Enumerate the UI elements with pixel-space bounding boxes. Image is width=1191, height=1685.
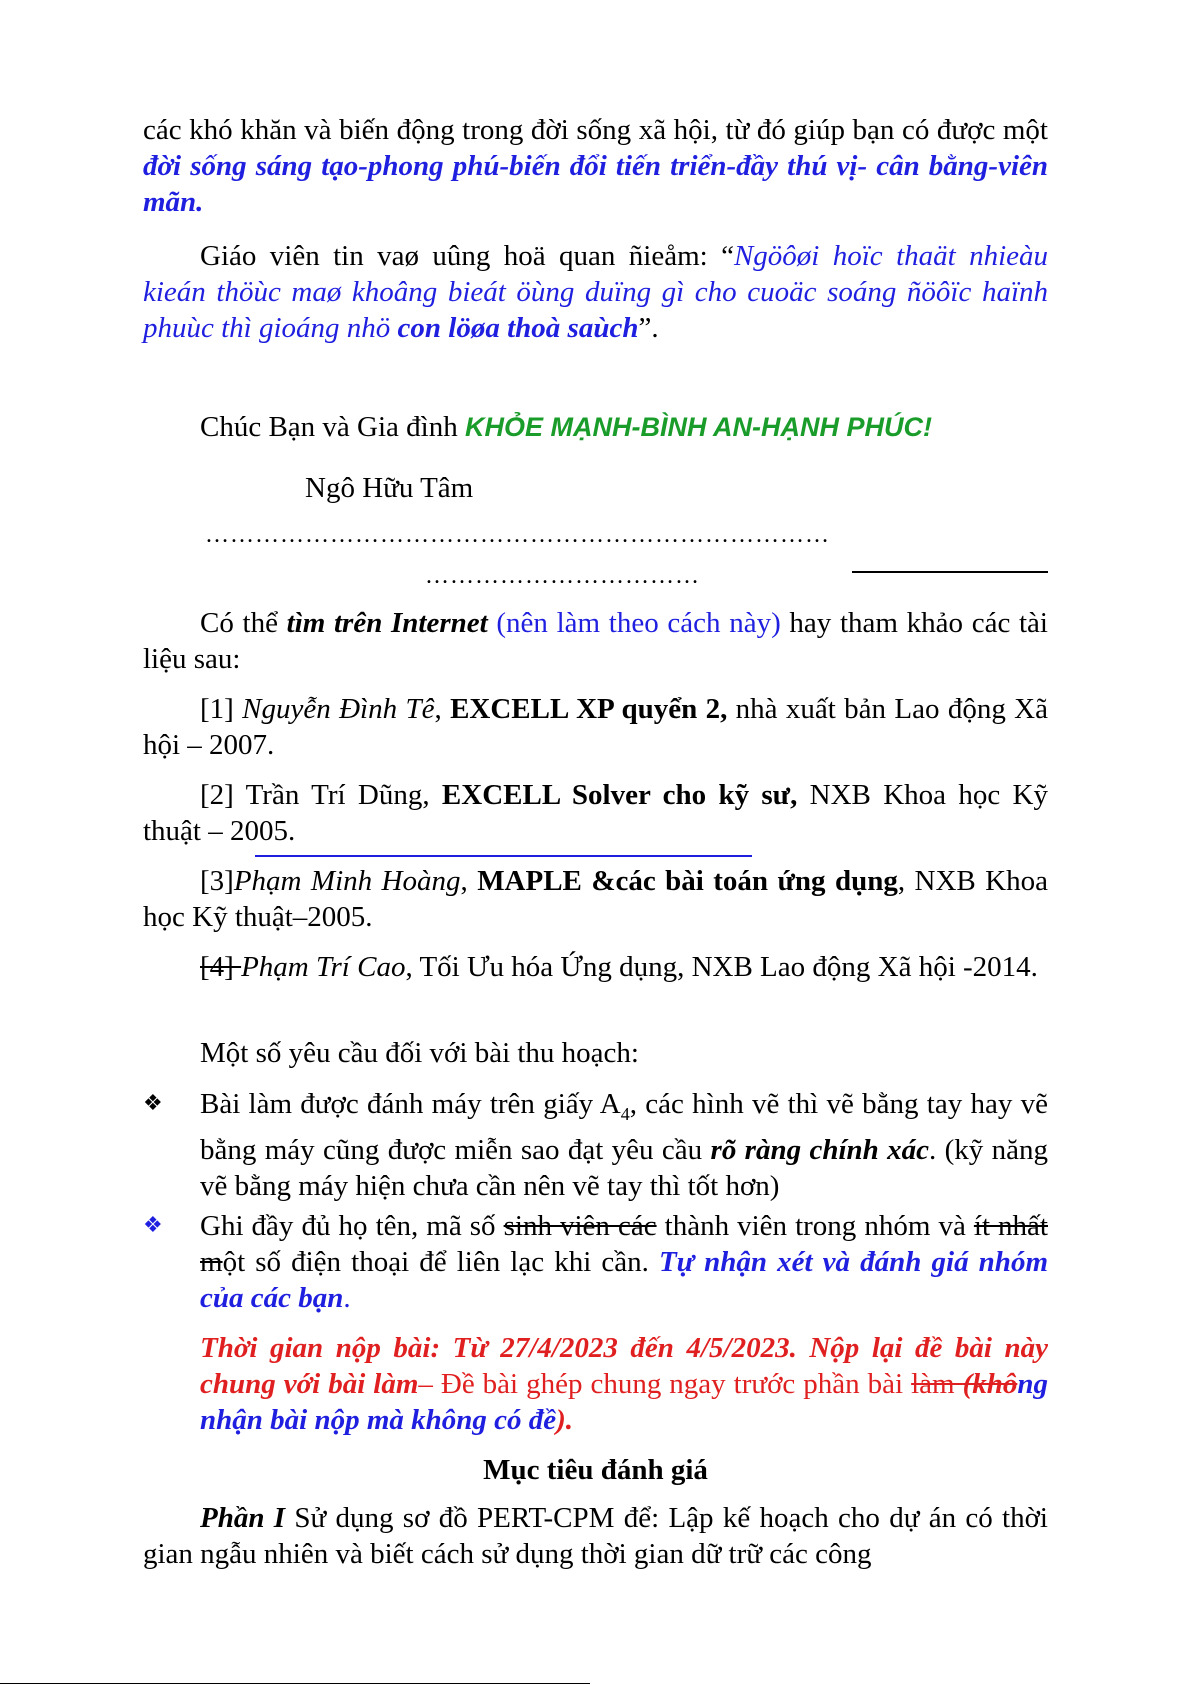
deadline-strike-2: (khô: [962, 1368, 1018, 1400]
signature: Ngô Hữu Tâm: [305, 472, 474, 504]
teacher-quote-paragraph: [143, 238, 1048, 346]
ref4-num: [4]: [200, 951, 242, 983]
references-intro: [143, 605, 1048, 677]
intro-text: các khó khăn và biến động trong đời sống xã hội, từ đó giúp bạn có được một: [143, 114, 1048, 146]
reference-1: [143, 691, 1048, 763]
req1-emphasis: rõ ràng chính xác: [710, 1133, 929, 1166]
ref1-sep: ,: [434, 693, 451, 725]
ref1-num: [1]: [200, 693, 243, 725]
req2-c: thành viên trong nhóm và: [656, 1210, 974, 1242]
ref1-title: EXCELL XP quyển 2,: [450, 693, 728, 725]
ref3-author: Phạm Minh Hoàng: [233, 865, 461, 897]
ref3-publisher: , NXB Khoa học Kỹ thuật–2005.: [143, 865, 1048, 933]
greeting-text: Chúc Bạn và Gia đình: [200, 411, 465, 443]
req2-a: Ghi đầy đủ họ tên, mã số: [200, 1210, 504, 1242]
deadline-strike: làm: [911, 1368, 963, 1400]
requirement-2-text: [200, 1208, 1048, 1316]
reference-2: [143, 777, 1048, 849]
ref3-sep: ,: [460, 865, 478, 897]
deadline-close: ).: [556, 1404, 574, 1436]
diamond-bullet-icon: ❖: [143, 1213, 163, 1238]
intro-emphasis: đời sống sáng tạo-phong phú-biến đổi tiến triển-đầy thú vị- cân bằng-viên mãn.: [143, 150, 1048, 218]
ref2-title: EXCELL Solver cho kỹ sư,: [441, 779, 798, 811]
greeting-line: [143, 409, 1048, 445]
ref4-sep: ,: [405, 951, 420, 983]
deadline-note: – Đề bài ghép chung ngay trước phần bài: [418, 1368, 912, 1400]
quote-lead: Giáo viên tin vaø uûng hoä quan ñieåm: “: [200, 240, 734, 272]
ref3-title: MAPLE &các bài toán ứng dụng: [477, 865, 898, 897]
ref2-num-author: [2] Trần Trí Dũng,: [200, 779, 442, 811]
req2-e: ột số điện thoại để liên lạc khi cần.: [222, 1246, 659, 1278]
req1-sub: 4: [620, 1103, 630, 1124]
ref-intro-a: Có thể: [200, 607, 287, 639]
requirement-1: [143, 1086, 1048, 1204]
deadline-paragraph: [200, 1330, 1048, 1438]
ref4-author: Phạm Trí Cao: [241, 951, 406, 983]
req1-d: . (kỹ năng vẽ bằng máy hiện chưa cần nên vẽ tay thì tốt hơn): [200, 1133, 1048, 1202]
part-1-paragraph: [143, 1500, 1048, 1572]
part1-label: Phần I: [200, 1502, 286, 1534]
deadline-main: Thời gian nộp bài: Từ 27/4/2023 đến 4/5/2023. Nộp lại đề bài này chung với bài làm: [200, 1332, 1048, 1400]
deadline-warning: ng nhận bài nộp mà không có đề: [200, 1368, 1048, 1436]
separator-rule: [852, 571, 1048, 573]
ref4-title-publisher: Tối Ưu hóa Ứng dụng, NXB Lao động Xã hội -2014.: [419, 951, 1038, 983]
quote-close: ”.: [638, 312, 659, 344]
req2-b: sinh viên các: [503, 1210, 657, 1242]
req2-d: ít nhất m: [200, 1210, 1048, 1278]
ref2-publisher: NXB Khoa học Kỹ thuật – 2005.: [143, 779, 1049, 847]
reference-4: [143, 949, 1048, 985]
ref1-author: Nguyễn Đình Tê: [242, 693, 435, 725]
req1-b: , các hình vẽ thì vẽ bằng tay hay vẽ bằng máy cũng được miễn sao đạt yêu cầu: [200, 1088, 1048, 1166]
ref-intro-c: (nên làm theo cách này): [487, 607, 781, 639]
dotted-line-2: ……………………………: [425, 563, 700, 589]
intro-paragraph: [143, 112, 1048, 220]
greeting-wish: KHỎE MẠNH-BÌNH AN-HẠNH PHÚC!: [464, 412, 932, 442]
dotted-line-1: …………………………………………………………………: [205, 522, 830, 548]
ref3-num: [3]: [200, 865, 234, 897]
requirement-1-text: [200, 1086, 1048, 1204]
part1-text: Sử dụng sơ đồ PERT-CPM để: Lập kế hoạch cho dự án có thời gian ngẫu nhiên và biết cách sử dụng thời gian dữ trữ các công: [143, 1502, 1048, 1570]
quote-emphasis: con löøa thoà saùch: [397, 312, 639, 344]
reference-3: [143, 863, 1048, 935]
requirement-2: [143, 1208, 1048, 1316]
req2-g: .: [343, 1282, 351, 1314]
section-heading: Mục tiêu đánh giá: [483, 1454, 708, 1486]
footer-rule: [0, 1683, 590, 1684]
blue-rule: [255, 855, 752, 857]
req1-a: Bài làm được đánh máy trên giấy A: [200, 1088, 621, 1120]
ref1-publisher: nhà xuất bản Lao động Xã hội – 2007.: [143, 693, 1048, 761]
ref-intro-d: hay tham khảo các tài liệu sau:: [143, 607, 1048, 675]
diamond-bullet-icon: ❖: [143, 1091, 163, 1116]
req2-emphasis: Tự nhận xét và đánh giá nhóm của các bạn: [200, 1246, 1048, 1314]
requirements-intro: Một số yêu cầu đối với bài thu hoạch:: [200, 1037, 639, 1069]
quote-text: Ngöôøi hoïc thaät nhieàu kieán thöùc maø khoâng bieát öùng duïng gì cho cuoäc soáng ñöôïc haïnh phuùc thì gioáng nhö: [143, 240, 1048, 344]
ref-intro-b: tìm trên Internet: [286, 607, 488, 639]
